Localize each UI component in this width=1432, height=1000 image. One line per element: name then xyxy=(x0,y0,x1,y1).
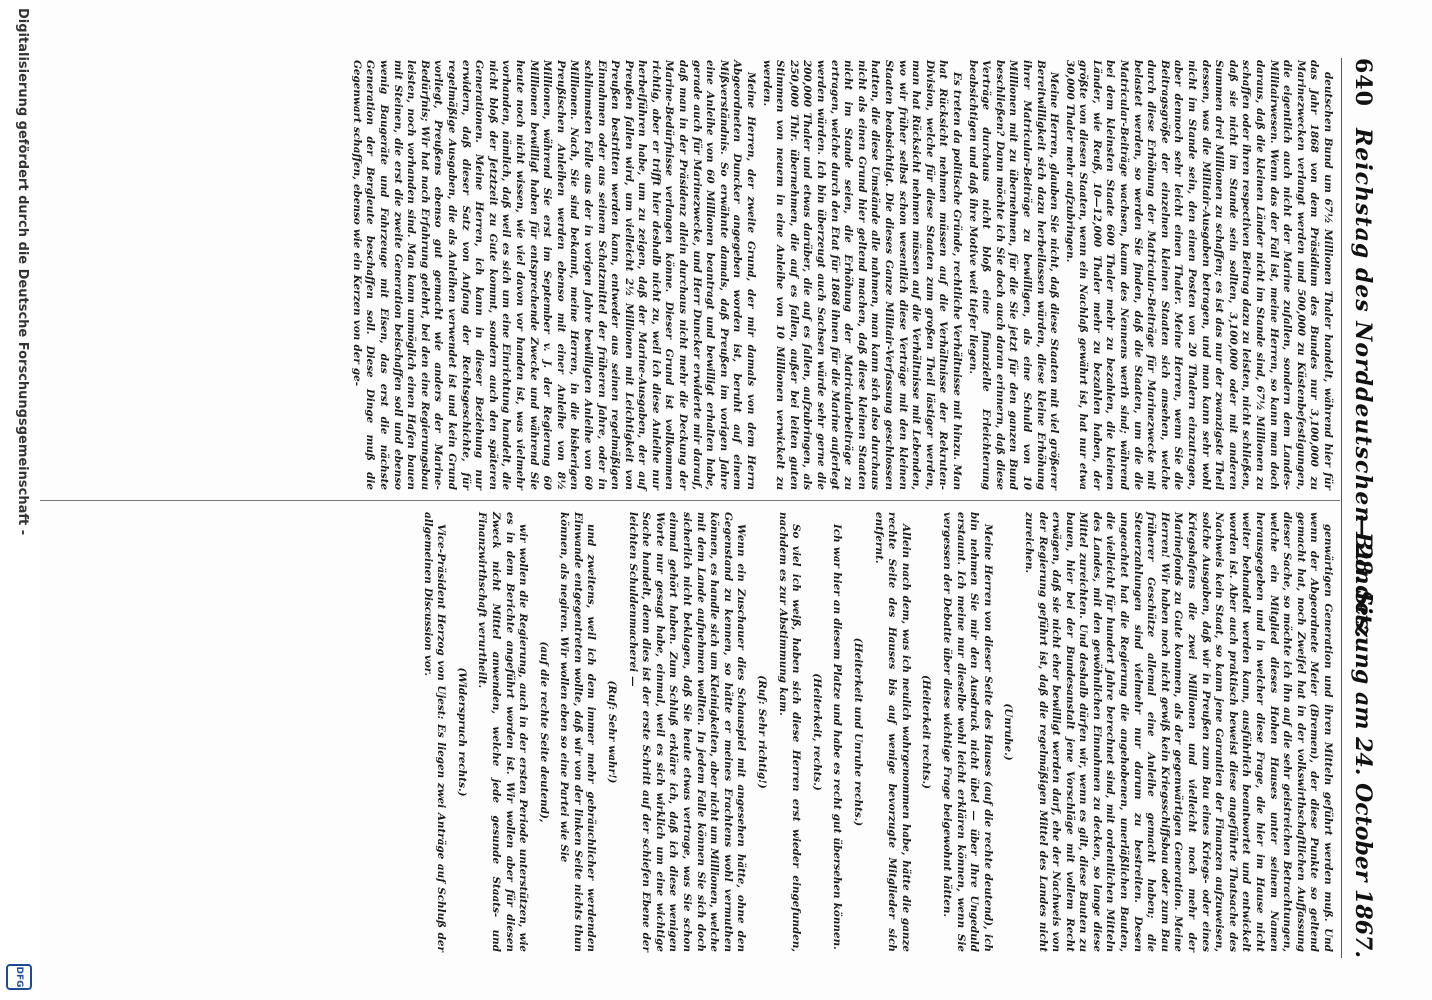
paragraph: Es treten da politische Gründe, rechtliche Verhältnisse mit hinzu. Man hat Rücksicht nehmen müssen auf die Verhältnisse der Rekruten-Division, welche für diese Staaten zum großen Theil lästiger werden, man hat Rücksicht nehmen müssen auf die Verhältnisse mit Lebenden, wo wir früher selbst schon wesentlich diese Verträge mit den kleinen Staaten beabsichtigt. Die dieses Ganze Militair-Verfassung geschlossen hatten, die diese Umstände alle nahmen, man kann sich also durchaus nicht als einen Grund hier geltend machen, daß diese kleinen Staaten nicht im Stande seien, die Erhöhung der Matricularbeiträge zu ertragen, welche durch den Etat für 1868 ihnen für die Marine auferlegt werden würden. Ich bin überzeugt auch Sachsen würde sehr gerne die 200,000 Thaler und etwas darüber, die auf es fallen, aufzubringen, als 250,000 Thlr. übernehmen, die auf es fallen, außer bei leiten guten Stimmen von neuem in eine Anleihe von 10 Millionen verwickelt zu werden. xyxy=(760,60,963,490)
stage-direction: (Heiterkeit rechts.) xyxy=(920,674,933,789)
paragraph: Meine Herren, der zweite Grund, der mir damals von dem Herrn Abgeordneten Duncker angegeben worden ist, beruht auf einem Mißverständnis. So erwähnte damals, daß Preußen im vorigen Jahre eine Anleihe von 60 Millionen beantragt und bewilligt erhalten habe, gerade auch für Marinezwecke, und Herr Duncker erwiderte mir darauf, daß man in der Präsidenz allein durchaus nicht mehr die Deckung der Marine-Bedürfnisse verlangen könne. Dieser Grund ist vollkommen richtig, aber er trifft hier deshalb nicht zu, weil ich diese Anleihe nur herbeiführen habe, um zu zeigen, daß der Marine-Ausgaben, der auf Preußen fallen wird, um vielleicht 2½ Millionen mit Leichtigkeit von Preußen bestritten werden kann, entweder aus seinen regelmäßigen Einnahmen oder aus seinem Schatzmittel der früheren Jahre, oder in schlimmsten Falle aus der in vorigen Jahre bewilligten Anleihe von 60 Millionen. Nach, Sie sind bekannt, meine Herren, in die bisherigen Preußischen Anleihen werden ebenso mit einer Anleihe von 8½ Millionen, während Sie erst im September v. J. der Regierung 60 Millionen bewilligt haben für entsprechende Zwecke und während Sie heute noch nicht wissen, wie viel davon vor handen ist, was vielmehr vorhanden, nämlich, daß weil es sich um eine Einrichtung handelt, die nicht bloß der Jetztzeit zu Gute kommt, sondern auch den späteren Generationen. Meine Herren, ich kann in dieser Beziehung nur erwidern, daß dieser Satz von Anfang der Rechtsgeschichte, für regelmäßige Ausgaben, die als Anleihen verwendet ist und kein Grund vorliegt, Preußens ebenso gut gemacht wie anders der Marine-Bedürfnis; Wir hat nach Erfahrung gelehrt, bei den eine Regierungsbau leisten, noch vorhanden sind. Man kann unmöglich einen Hafen bauen mit Steinen, die erst die zweite Generation beischaffen soll und ebenso wenig Baugeräte und Fahrzeuge mit Eisen, das erst die nächste Generation der Bergleute beschaffen soll. Diese Dinge muß die Gegenwart schaffen, ebenso wie ein Kerzen von der ge- xyxy=(350,60,758,490)
digitization-credit: Digitalisierung gefördert durch die Deutsche Forschungsgemeinschaft - xyxy=(15,8,30,536)
paragraph: Ich war hier an diesem Platze und habe es recht gut übersehen können. xyxy=(831,524,844,950)
page-footer xyxy=(0,0,40,1000)
running-title: Reichstag des Norddeutschen Bundes. xyxy=(1350,128,1376,640)
stage-direction: (Heiterkeit, rechts.) xyxy=(810,673,823,791)
paragraph: und zweitens, weil ich dem immer mehr gebräuchlicher werdenden Einwande entgegentreten wollte, daß wir von der linken Seite nichts thun können, als negiren. Wir wollen eben so eine Partei wie Sie xyxy=(558,512,598,952)
page-number: 640 xyxy=(1350,58,1376,107)
left-column xyxy=(347,60,1334,490)
paragraph: Meine Herren von dieser Seite des Hauses (auf die rechte deutend), ich bin nehmen Sie mir den Ausdruck nicht übel — über Ihre Ungeduld erstaunt. Ich meine nur dieselbe wohl leicht erklären können, wenn Sie vergessen der Debatte über diese wichtige Frage beigewohnt hätten. xyxy=(940,512,994,952)
stage-direction: (Ruf: Sehr wahr!) xyxy=(606,680,619,784)
dfg-logo: DFG xyxy=(6,964,32,990)
column-divider xyxy=(30,500,1340,501)
stage-direction: (Heiterkeit und Unruhe rechts.) xyxy=(852,637,864,827)
paragraph: wir wollen die Regierung, auch in der ersten Periode unterstützen, wie es in dem Berichte angeführt worden ist. Wir wollen aber für diesen Zweck nicht Mittel anwenden, welche jede gesunde Staats- und Finanzwirthschaft verurtheilt. xyxy=(476,512,530,952)
session-title: — 28. Sitzung am 24. October 1867. xyxy=(1350,514,1376,958)
paragraph: Vice-Präsident Herzog von Ujest: Es liegen zwei Anträge auf Schluß der allgemeinen Discussion vor. xyxy=(421,512,448,952)
stage-direction: (Widerspruch rechts.) xyxy=(455,667,468,797)
stage-direction: (Unruhe.) xyxy=(1002,703,1015,761)
stage-direction: (auf die rechte Seite deutend), xyxy=(537,641,550,823)
paragraph: So viel ich weiß, haben sich diese Herren erst wieder eingefunden, nachdem es zur Abstimmung kam. xyxy=(776,512,803,952)
paragraph: Meine Herren, glauben Sie nicht, daß diese Staaten mit viel größerer Bereitwilligkeit sich dazu herbeilassen würden, diese kleine Erhöhung ihrer Matricular-Beiträge zu bewilligen, als eine Schuld von 10 Millionen mit zu übernehmen, für die Sie jetzt für den ganzen Bund beschließen? Dann möchte ich Sie doch auch daran erinnern, daß diese Verträge durchaus nicht bloß eine finanzielle Erleichterung beabsichtigen und daß ihre Motive weit tiefer liegen. xyxy=(966,60,1061,490)
paragraph: genwärtigen Generation und ihren Mitteln geführt werden muß. Und wenn der Abgeordnete Meier (Bremen), der diese Punkte so geltend gemacht hat, noch Zweifel hat in der volkswirthschaftlichen Auffassung dieser Sache, so möchte ich ihn auf die sehr geistreichen Betrachtungen, welche ein Mitglied dieses Hohen Hauses unter seinem Namen herausgegeben und in welcher diese Frage, die hier im Hause nicht weiter behandelt werden kann, ausführlich beantwortet und entwickelt worden ist. Aber auch praktisch beweist diese angeführte Thatsache des Nachweis kein Staat, so kann jene Garantien der Finanzen aufzuweisen, solche Ausgaben, daß wir in Preußen zum Bau eines Kriegs- oder eines Kriegshafens die zwei Millionen und vielleicht noch mehr der Marinefonds zu Gute kommen, als der gegenwärtigen Generation. Meine Herren! Wir haben noch nicht gewiß kein Kriegsschiffsbau oder zum Bau früherer Geschütze allemal eine Anleihe gemacht haben; die Steuerzahlungen sind vielmehr nur darum zu bestreiten. Desen ungeachtet hat die Regierung die angehobenen, unerläßlichen Bauten, die vielleicht für hundert Jahre berechnet sind, mit ordentlichen Mitteln des Landes, mit den gewöhnlichen Einnahmen zu decken, so lange diese Mittel zureichten. Und deshalb dürfen wir, wenn es gilt, diese Bauten zu bauen, hier bei der Bundesanstalt jene Vorschläge mit vollem Recht erwägen, daß sie nicht eher bewilligt werden darf, ehe der Nachweis von der Regierung geführt ist, daß die regelmäßigen Mittel des Landes nicht zureichen. xyxy=(1022,512,1334,952)
paragraph: deutschen Bund um 67½ Millionen Thaler handelt, während hier für das Jahr 1868 von dem Präsidium des Bundes nur 3,100,000 zu Marinezwecken verlangt werden und 500,000 zu Küstenbefestigungen, die eigentlich auch nicht der Marine zufallen, sondern dem Landes-Militairwesen. Wenn das der Fall ist, meine Herren, so kann man doch daraus, daß die kleinen Länder nicht im Stande sind, 67½ Millionen zu schaffen oder ihren respectiven Beitrag dazu zu leisten, nicht schließen, daß sie nicht im Stande sein sollten, 3,100,000 oder mit anderen Summen drei Millionen zu schaffen; es ist das nur der zwanzigste Theil dessen, was die Militair-Ausgaben betragen, und man kann sehr wohl nicht im Stande sein, den einen Posten von 20 Thalern einzutragen, aber dennoch sehr leicht einen Thaler. Meine Herren, wenn Sie die Beitragsgröße der einzelnen kleinen Staaten sich ansehen, welche durch diese Erhöhung der Matricular-Beiträge für Marinezwecke mit belastet werden, so werden Sie finden, daß die Staaten, um die die Matricular-Beiträge wachsen, kaum des Nennens werth sind; während bei dem kleinsten Staate 600 Thaler mehr zu bezahlen, die kleinen Länder, wie Reuß, 10—12,000 Thaler mehr zu bezahlen haben, der größte von diesen Staaten, wenn ein Nachlaß gewährt ist, hat nur etwa 30,000 Thaler mehr aufzubringen. xyxy=(1063,60,1334,490)
stage-direction: (Ruf: Sehr richtig!) xyxy=(756,675,769,789)
paragraph: Wenn ein Zuschauer dies Schauspiel mit angesehen hätte, ohne den Gegenstand zu kennen, so hätte er meines Erachtens wohl vermuthen können, es handle sich um Kleinigkeiten, aber nicht um Millionen, welche mit dem Lande aufnehmen wollten. In jedem Falle können Sie sich doch sicherlich nicht beklagen, daß Sie heute etwas vertrage, was Sie schon einmal gehört haben. Zum Schluß erkläre ich, daß ich diese wenigen Worte nur gesagt habe, einmal, weil es sich wirklich um eine wichtige Sache handelt, denn dies ist der erste Schritt auf der schiefen Ebene der leichten Schuldenmacherei — xyxy=(626,512,748,952)
right-column xyxy=(418,512,1334,952)
page-header xyxy=(1341,58,1382,958)
paragraph: Allein nach dem, was ich neulich wahrgenommen habe, hätte die ganze rechte Seite des Hauses bis auf wenige bevorzugte Mitglieder sich entfernt. xyxy=(872,512,912,952)
